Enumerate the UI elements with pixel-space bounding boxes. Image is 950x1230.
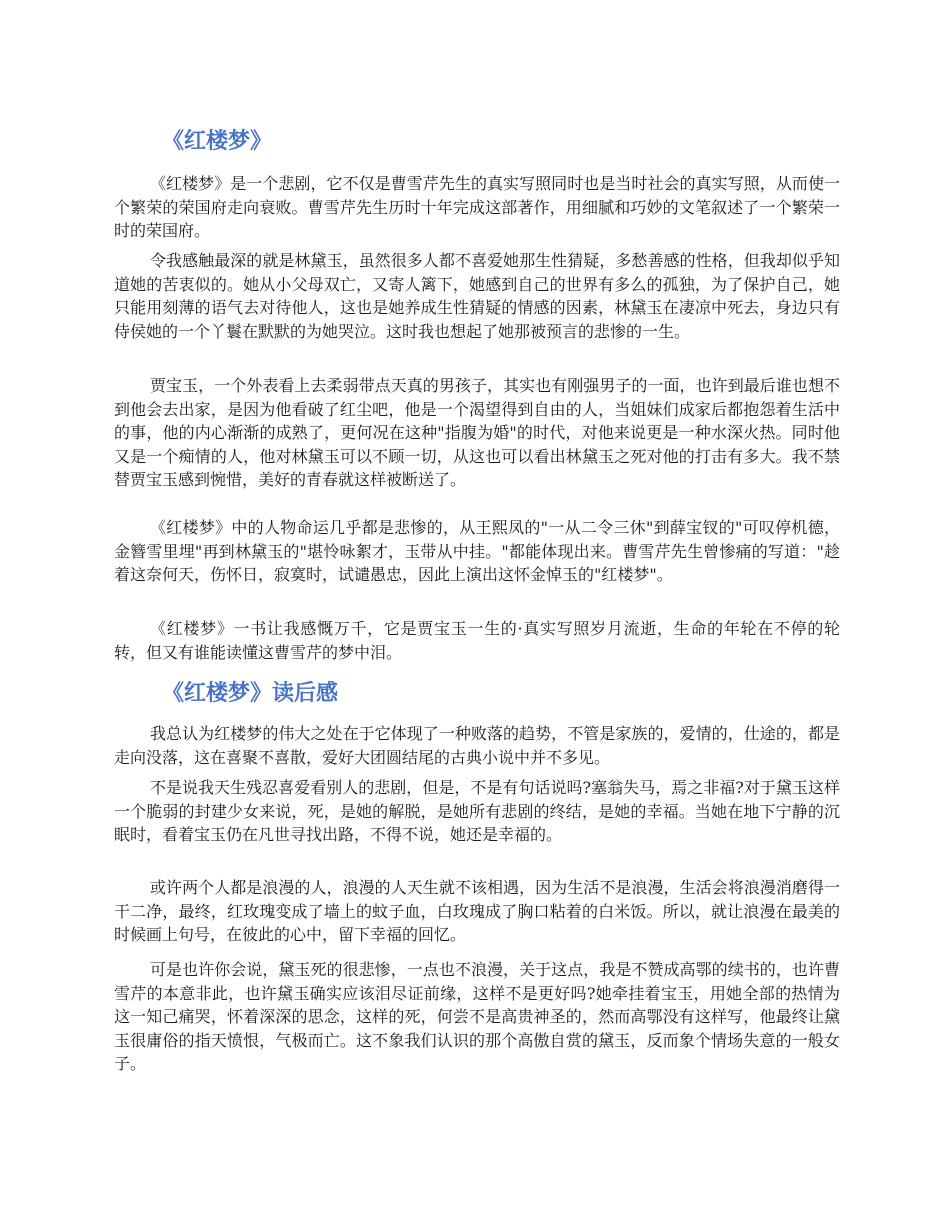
paragraph-2-2: 不是说我天生残忍喜爱看别人的悲剧，但是，不是有句话说吗?塞翁失马，焉之非福?对于黛玉这样一个脆弱的封建少女来说，死，是她的解脱，是她所有悲剧的终结，是她的幸福。当她在地下宁静的沉眠时，看着宝玉仍在凡世寻找出路，不得不说，她还是幸福的。: [114, 778, 840, 844]
paragraph-1-4: 《红楼梦》中的人物命运几乎都是悲惨的，从王熙凤的"一从二令三休"到薛宝钗的"可叹停机德，金簪雪里埋"再到林黛玉的"堪怜咏絮才，玉带从中挂。"都能体现出来。曹雪芹先生曾惨痛的写道："趁着这奈何天，伤怀日，寂寞时，试谴愚忠，因此上演出这怀金悼玉的"红楼梦"。: [114, 518, 840, 584]
paragraph-1-1: 《红楼梦》是一个悲剧，它不仅是曹雪芹先生的真实写照同时也是当时社会的真实写照，从而使一个繁荣的荣国府走向衰败。曹雪芹先生历时十年完成这部著作，用细腻和巧妙的文笔叙述了一个繁荣一时的荣国府。: [114, 174, 840, 240]
paragraph-1-5: 《红楼梦》一书让我感慨万千，它是贾宝玉一生的·真实写照岁月流逝，生命的年轮在不停的轮转，但又有谁能读懂这曹雪芹的梦中泪。: [114, 619, 840, 662]
section-title-honglou: 《红楼梦》: [162, 129, 273, 154]
paragraph-1-2: 令我感触最深的就是林黛玉，虽然很多人都不喜爱她那生性猜疑，多愁善感的性格，但我却似乎知道她的苦衷似的。她从小父母双亡，又寄人篱下，她感到自己的世界有多么的孤独，为了保护自己，她只能用刻薄的语气去对待他人，这也是她养成生性猜疑的情感的因素，林黛玉在凄凉中死去，身边只有侍侯她的一个丫鬟在默默的为她哭泣。这时我也想起了她那被预言的悲惨的一生。: [114, 251, 840, 341]
section-title-review: 《红楼梦》读后感: [162, 681, 339, 706]
paragraph-2-3: 或许两个人都是浪漫的人，浪漫的人天生就不该相遇，因为生活不是浪漫，生活会将浪漫消磨得一干二净，最终，红玫瑰变成了墙上的蚊子血，白玫瑰成了胸口粘着的白米饭。所以，就让浪漫在最美的时候画上句号，在彼此的心中，留下幸福的回忆。: [114, 878, 840, 944]
paragraph-2-4: 可是也许你会说，黛玉死的很悲惨，一点也不浪漫，关于这点，我是不赞成高鄂的续书的，也许曹雪芹的本意非此，也许黛玉确实应该泪尽证前缘，这样不是更好吗?她牵挂着宝玉，用她全部的热情为这一知己痛哭，怀着深深的思念，这样的死，何尝不是高贵神圣的，然而高鄂没有这样写，他最终让黛玉很庸俗的指天愤恨，气极而亡。这不象我们认识的那个高傲自赏的黛玉，反而象个情场失意的一般女子。: [114, 960, 840, 1073]
paragraph-1-3: 贾宝玉，一个外表看上去柔弱带点天真的男孩子，其实也有刚强男子的一面，也许到最后谁也想不到他会去出家，是因为他看破了红尘吧，他是一个渴望得到自由的人，当姐妹们成家后都抱怨着生活中的事，他的内心渐渐的成熟了，更何况在这种"指腹为婚"的时代，对他来说更是一种水深火热。同时他又是一个痴情的人，他对林黛玉可以不顾一切，从这也可以看出林黛玉之死对他的打击有多大。我不禁替贾宝玉感到惋惜，美好的青春就这样被断送了。: [114, 376, 840, 489]
paragraph-2-1: 我总认为红楼梦的伟大之处在于它体现了一种败落的趋势，不管是家族的，爱情的，仕途的，都是走向没落，这在喜聚不喜散，爱好大团圆结尾的古典小说中并不多见。: [114, 724, 840, 767]
